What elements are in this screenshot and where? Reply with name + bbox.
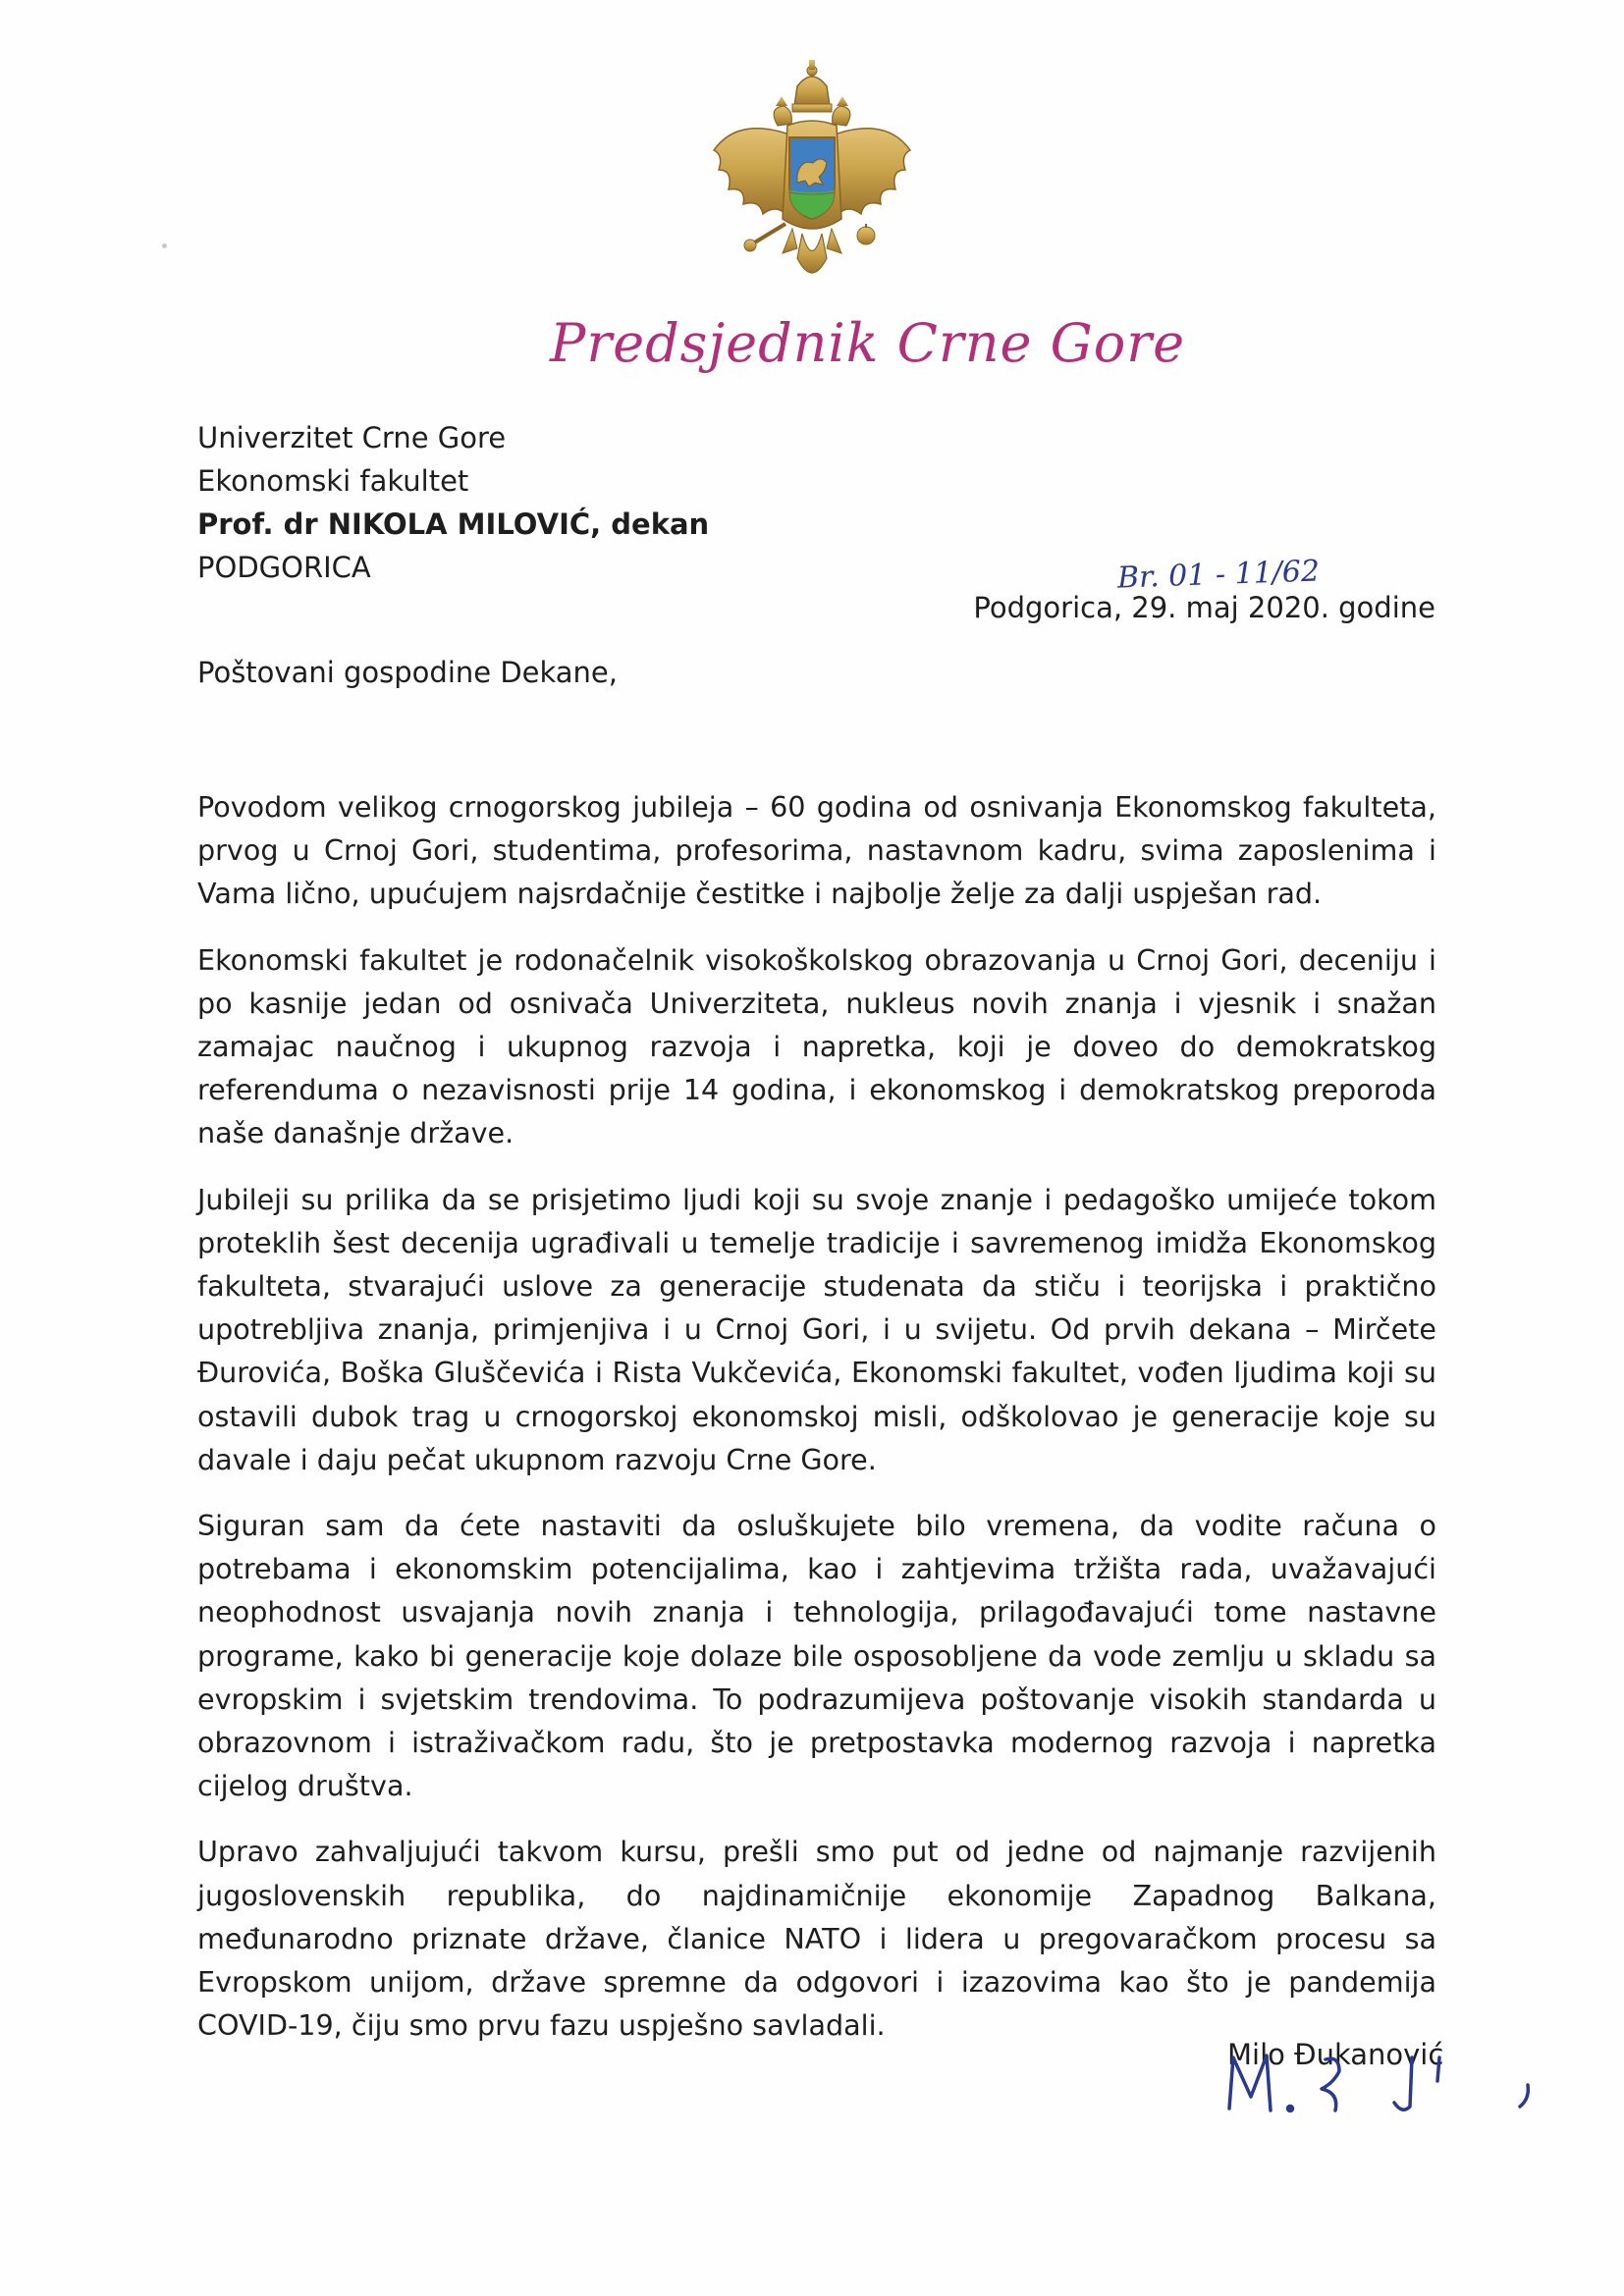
paragraph: Ekonomski fakultet je rodonačelnik visokoškolskog obrazovanja u Crnoj Gori, deceniju i po kasnije jedan od osnivača Univerziteta, nukleus novih znanja i vjesnik i snažan zamajac naučnog i ukupnog razvoja i napretka, koji je doveo do demokratskog referenduma o nezavisnosti prije 14 godina, i ekonomskog i demokratskog preporoda naše današnje države. xyxy=(197,942,1436,1150)
letter-body xyxy=(197,785,1436,2069)
paragraph: Upravo zahvaljujući takvom kursu, prešli smo put od jedne od najmanje razvijenih jugoslovenskih republika, do najdinamičnije ekonomije Zapadnog Balkana, međunarodno priznate države, članice NATO i lidera u pregovaračkom procesu sa Evropskom unijom, države spremne da odgovori i izazovima kao što je pandemija COVID-19, čiju smo prvu fazu uspješno savladali. xyxy=(197,1835,1436,2043)
reference-number: Br. 01 - 11/62 xyxy=(1116,554,1321,596)
salutation: Poštovani gospodine Dekane, xyxy=(197,656,618,689)
recipient-institution: Univerzitet Crne Gore xyxy=(197,421,507,454)
paragraph: Povodom velikog crnogorskog jubileja – 60 godina od osnivanja Ekonomskog fakulteta, prvog u Crnoj Gori, studentima, profesorima, nastavnom kadru, svima zaposlenima i Vama lično, upućujem najsrdačnije čestitke i najbolje želje za dalji uspješan rad. xyxy=(197,790,1436,911)
scan-dust-mark xyxy=(162,243,167,248)
recipient-name: Prof. dr NIKOLA MILOVIĆ, dekan xyxy=(197,507,710,541)
signatory-name: Milo Đukanović xyxy=(1227,2038,1444,2071)
recipient-block xyxy=(197,416,709,589)
paragraph: Siguran sam da ćete nastaviti da osluškujete bilo vremena, da vodite računa o potrebama i ekonomskim potencijalima, kao i zahtjevima tržišta rada, uvažavajući neophodnost usvajanja novih znanja i tehnologija, prilagođavajući tome nastavne programe, kako bi generacije koje dolaze bile osposobljene da vode zemlju u skladu sa evropskim i svjetskim trendovima. To podrazumijeva poštovanje visokih standarda u obrazovnom i istraživačkom radu, što je pretpostavka modernog razvoja i napretka cijelog društva. xyxy=(197,1509,1436,1803)
recipient-faculty: Ekonomski fakultet xyxy=(197,464,469,498)
letter-date: Podgorica, 29. maj 2020. godine xyxy=(973,591,1435,624)
recipient-city: PODGORICA xyxy=(197,551,371,584)
coat-of-arms-icon xyxy=(699,57,925,307)
paragraph: Jubileji su prilika da se prisjetimo ljudi koji su svoje znanje i pedagoško umijeće tokom proteklih šest decenija ugrađivali u temelje tradicije i savremenog imidža Ekonomskog fakulteta, stvarajući uslove za generacije studenata da stiču i teorijska i praktično upotrebljiva znanja, primjenjiva i u Crnoj Gori, i u svijetu. Od prvih dekana – Mirčete Đurovića, Boška Gluščevića i Rista Vukčevića, Ekonomski fakultet, vođen ljudima koji su ostavili dubok trag u crnogorskoj ekonomskoj misli, odškolovao je generacije koje su davale i daju pečat ukupnom razvoju Crne Gore. xyxy=(197,1182,1436,1476)
letterhead-title: Predsjednik Crne Gore xyxy=(550,312,1186,374)
handwritten-signature-icon xyxy=(1216,2038,1549,2146)
